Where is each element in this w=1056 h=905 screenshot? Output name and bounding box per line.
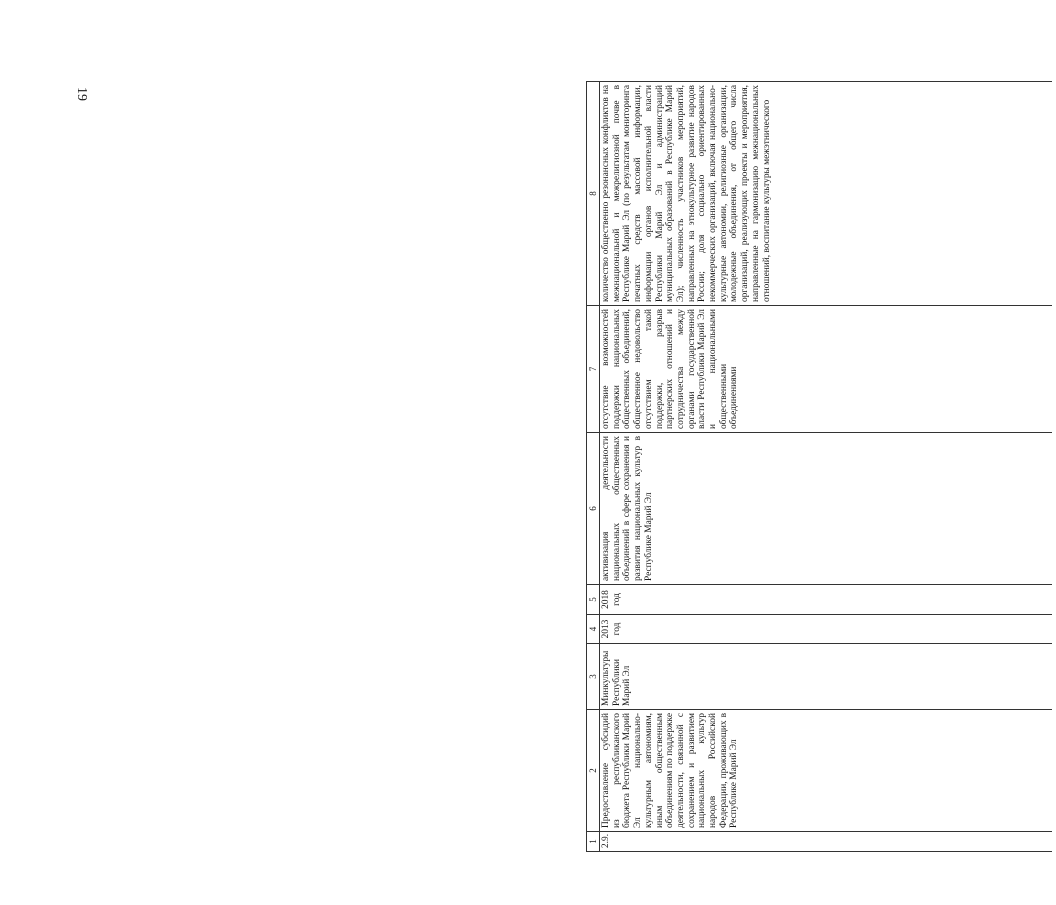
col-header-6: 6 bbox=[587, 433, 600, 585]
end-year-cell: 2018 год bbox=[600, 585, 1053, 615]
table-row bbox=[600, 82, 1053, 852]
rotated-table-sheet bbox=[586, 82, 1056, 852]
col-header-4: 4 bbox=[587, 615, 600, 644]
executor-cell: Минкультуры Республики Марий Эл bbox=[600, 644, 1053, 710]
col-header-3: 3 bbox=[587, 644, 600, 710]
row-number: 2.9. bbox=[600, 832, 1053, 852]
start-year-cell: 2013 год bbox=[600, 615, 1053, 644]
col-header-7: 7 bbox=[587, 306, 600, 433]
indicators-cell: количество общественно резонансных конфликтов на межнациональной и межрелигиозной почве в Республике Марий Эл (по результатам мониторинга печатных средств массовой информации, информации органов исполнительной власти Республики Марий Эл и администраций муниципальных образований в Республике Марий Эл); численность участников мероприятий, направленных на этнокультурное развитие народов России; доля социально ориентированных некоммерческих организаций, включая национально-культурные автономии, религиозные организации, молодежные объединения, от общего числа организаций, реализующих проекты и мероприятия, направленные на гармонизацию межнациональных отношений, воспитание культуры межэтнического bbox=[600, 82, 1053, 306]
expected-result-cell: активизация деятельности национальных общественных объединений в сфере сохранения и развития национальных культур в Республике Марий Эл bbox=[600, 433, 1053, 585]
page-number: 19 bbox=[74, 87, 89, 101]
program-measures-table bbox=[586, 81, 1052, 852]
col-header-8: 8 bbox=[587, 82, 600, 306]
col-header-5: 5 bbox=[587, 585, 600, 615]
column-number-header bbox=[587, 82, 600, 852]
measure-cell: Предоставление субсидий из республиканского бюджета Республики Марий Эл национально-культурным автономиям, иным общественным объединениям по поддержке деятельности, связанной с сохранением и развитием национальных культур народов Российской Федерации, проживающих в Республике Марий Эл bbox=[600, 710, 1053, 832]
col-header-2: 2 bbox=[587, 710, 600, 832]
consequences-cell: отсутствие возможностей поддержки национальных общественных объединений, общественное недовольство отсутствием такой поддержки, разрыв партнерских отношений и сотрудничества между органами государственной власти Республики Марий Эл и национальными общественными объединениями bbox=[600, 306, 1053, 433]
col-header-1: 1 bbox=[587, 832, 600, 852]
